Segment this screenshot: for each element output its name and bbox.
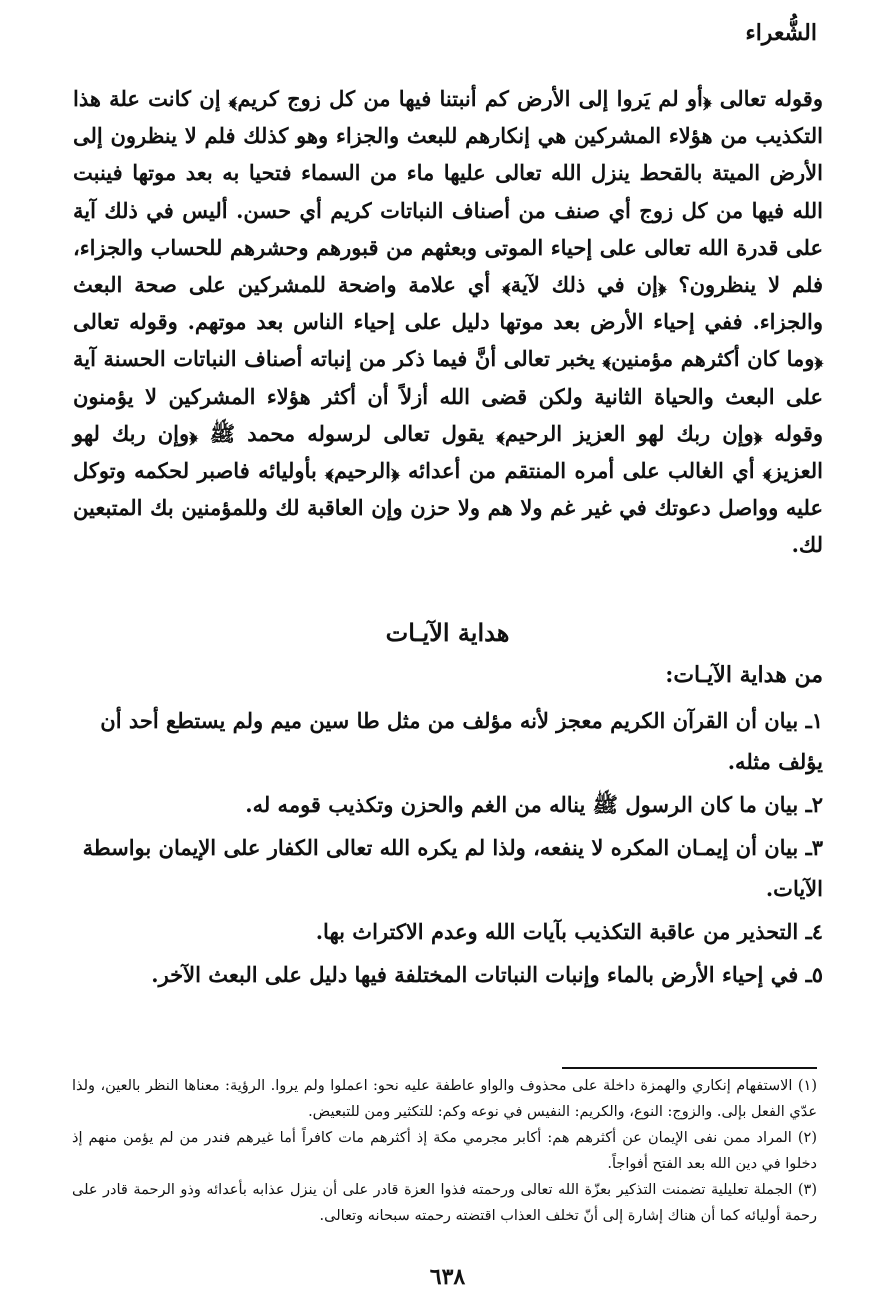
footnote: (١) الاستفهام إنكاري والهمزة داخلة على محذوف والواو عاطفة عليه نحو: اعملوا ولم يروا. الرؤية: معناها النظر بالعين، ولذا عدّي الفعل بإلى. والزوج: النوع، والكريم: النفيس في نوعه وكم: للتكثير ومن للتبعيض. [72, 1078, 817, 1120]
lesson-number: ٥ـ [805, 962, 823, 987]
lesson-item [71, 911, 823, 952]
footnotes [72, 1073, 817, 1229]
lesson-number: ٤ـ [805, 919, 823, 944]
footnote: (٢) المراد ممن نفى الإيمان عن أكثرهم هم: أكابر مجرمي مكة إذ أكثرهم مات كافراً أما غيرهم فندر من لم يؤمن منهم إذ دخلوا في دين الله بعد الفتح أفواجاً. [72, 1130, 817, 1172]
lesson-text: بيان ما كان الرسول ﷺ يناله من الغم والحزن وتكذيب قومه له. [245, 792, 799, 817]
lesson-item [71, 784, 823, 825]
lessons-list [71, 700, 823, 997]
running-header-surah-name: الشُّعراء [745, 20, 817, 46]
lesson-number: ٣ـ [805, 835, 823, 860]
lesson-number: ٢ـ [805, 792, 823, 817]
lesson-text: التحذير من عاقبة التكذيب بآيات الله وعدم الاكتراث بها. [315, 919, 799, 944]
lesson-item [71, 700, 823, 782]
lesson-item [71, 827, 823, 909]
page-number: ٦٣٨ [429, 1264, 466, 1290]
footnote-divider [562, 1067, 817, 1069]
lesson-item [71, 954, 823, 995]
section-title: هداية الآيـات [385, 618, 510, 647]
commentary-body [73, 80, 823, 564]
lessons-subheading: من هداية الآيـات: [665, 662, 823, 688]
lesson-number: ١ـ [805, 708, 823, 733]
lesson-text: في إحياء الأرض بالماء وإنبات النباتات المختلفة فيها دليل على البعث الآخر. [151, 962, 799, 987]
lesson-text: بيان أن القرآن الكريم معجز لأنه مؤلف من مثل طا سين ميم ولم يستطع أحد أن يؤلف مثله. [100, 708, 823, 774]
footnote: (٣) الجملة تعليلية تضمنت التذكير بعزّة الله تعالى ورحمته فذوا العزة قادر على أن ينزل عذابه بأعدائه وذو الرحمة قادر على رحمة أوليائه كما أن هناك إشارة إلى أنّ تخلف العذاب اقتضته رحمته سبحانه وتعالى. [72, 1182, 817, 1224]
lesson-text: بيان أن إيمـان المكره لا ينفعه، ولذا لم يكره الله تعالى الكفار على الإيمان بواسطة الآيات. [82, 835, 823, 901]
commentary-paragraph: وقوله تعالى ﴿أو لم يَروا إلى الأرض كم أنبتنا فيها من كل زوج كريم﴾ إن كانت علة هذا التكذيب من هؤلاء المشركين هي إنكارهم للبعث والجزاء وهو كذلك فلم لا ينظرون إلى الأرض الميتة بالقحط ينزل الله تعالى عليها ماء من السماء فتحيا به بعد موتها فينبت الله فيها من كل زوج أي صنف من أصناف النباتات كريم أي حسن. أليس في ذلك آية على قدرة الله تعالى على إحياء الموتى وبعثهم من قبورهم وحشرهم للحساب والجزاء، فلم لا ينظرون؟ ﴿إن في ذلك لآية﴾ أي علامة واضحة للمشركين على صحة البعث والجزاء. ففي إحياء الأرض بعد موتها دليل على إحياء الناس بعد موتهم. وقوله تعالى ﴿وما كان أكثرهم مؤمنين﴾ يخبر تعالى أنَّ فيما ذكر من إنباته أصناف النباتات الحسنة آية على البعث والحياة الثانية ولكن قضى الله أزلاً أن أكثر هؤلاء المشركين لا يؤمنون وقوله ﴿وإن ربك لهو العزيز الرحيم﴾ يقول تعالى لرسوله محمد ﷺ ﴿وإن ربك لهو العزيز﴾ أي الغالب على أمره المنتقم من أعدائه ﴿الرحيم﴾ بأوليائه فاصبر لحكمه وتوكل عليه وواصل دعوتك في غير غم ولا هم ولا حزن وإن العاقبة لك وللمؤمنين بك المتبعين لك. [73, 86, 823, 558]
